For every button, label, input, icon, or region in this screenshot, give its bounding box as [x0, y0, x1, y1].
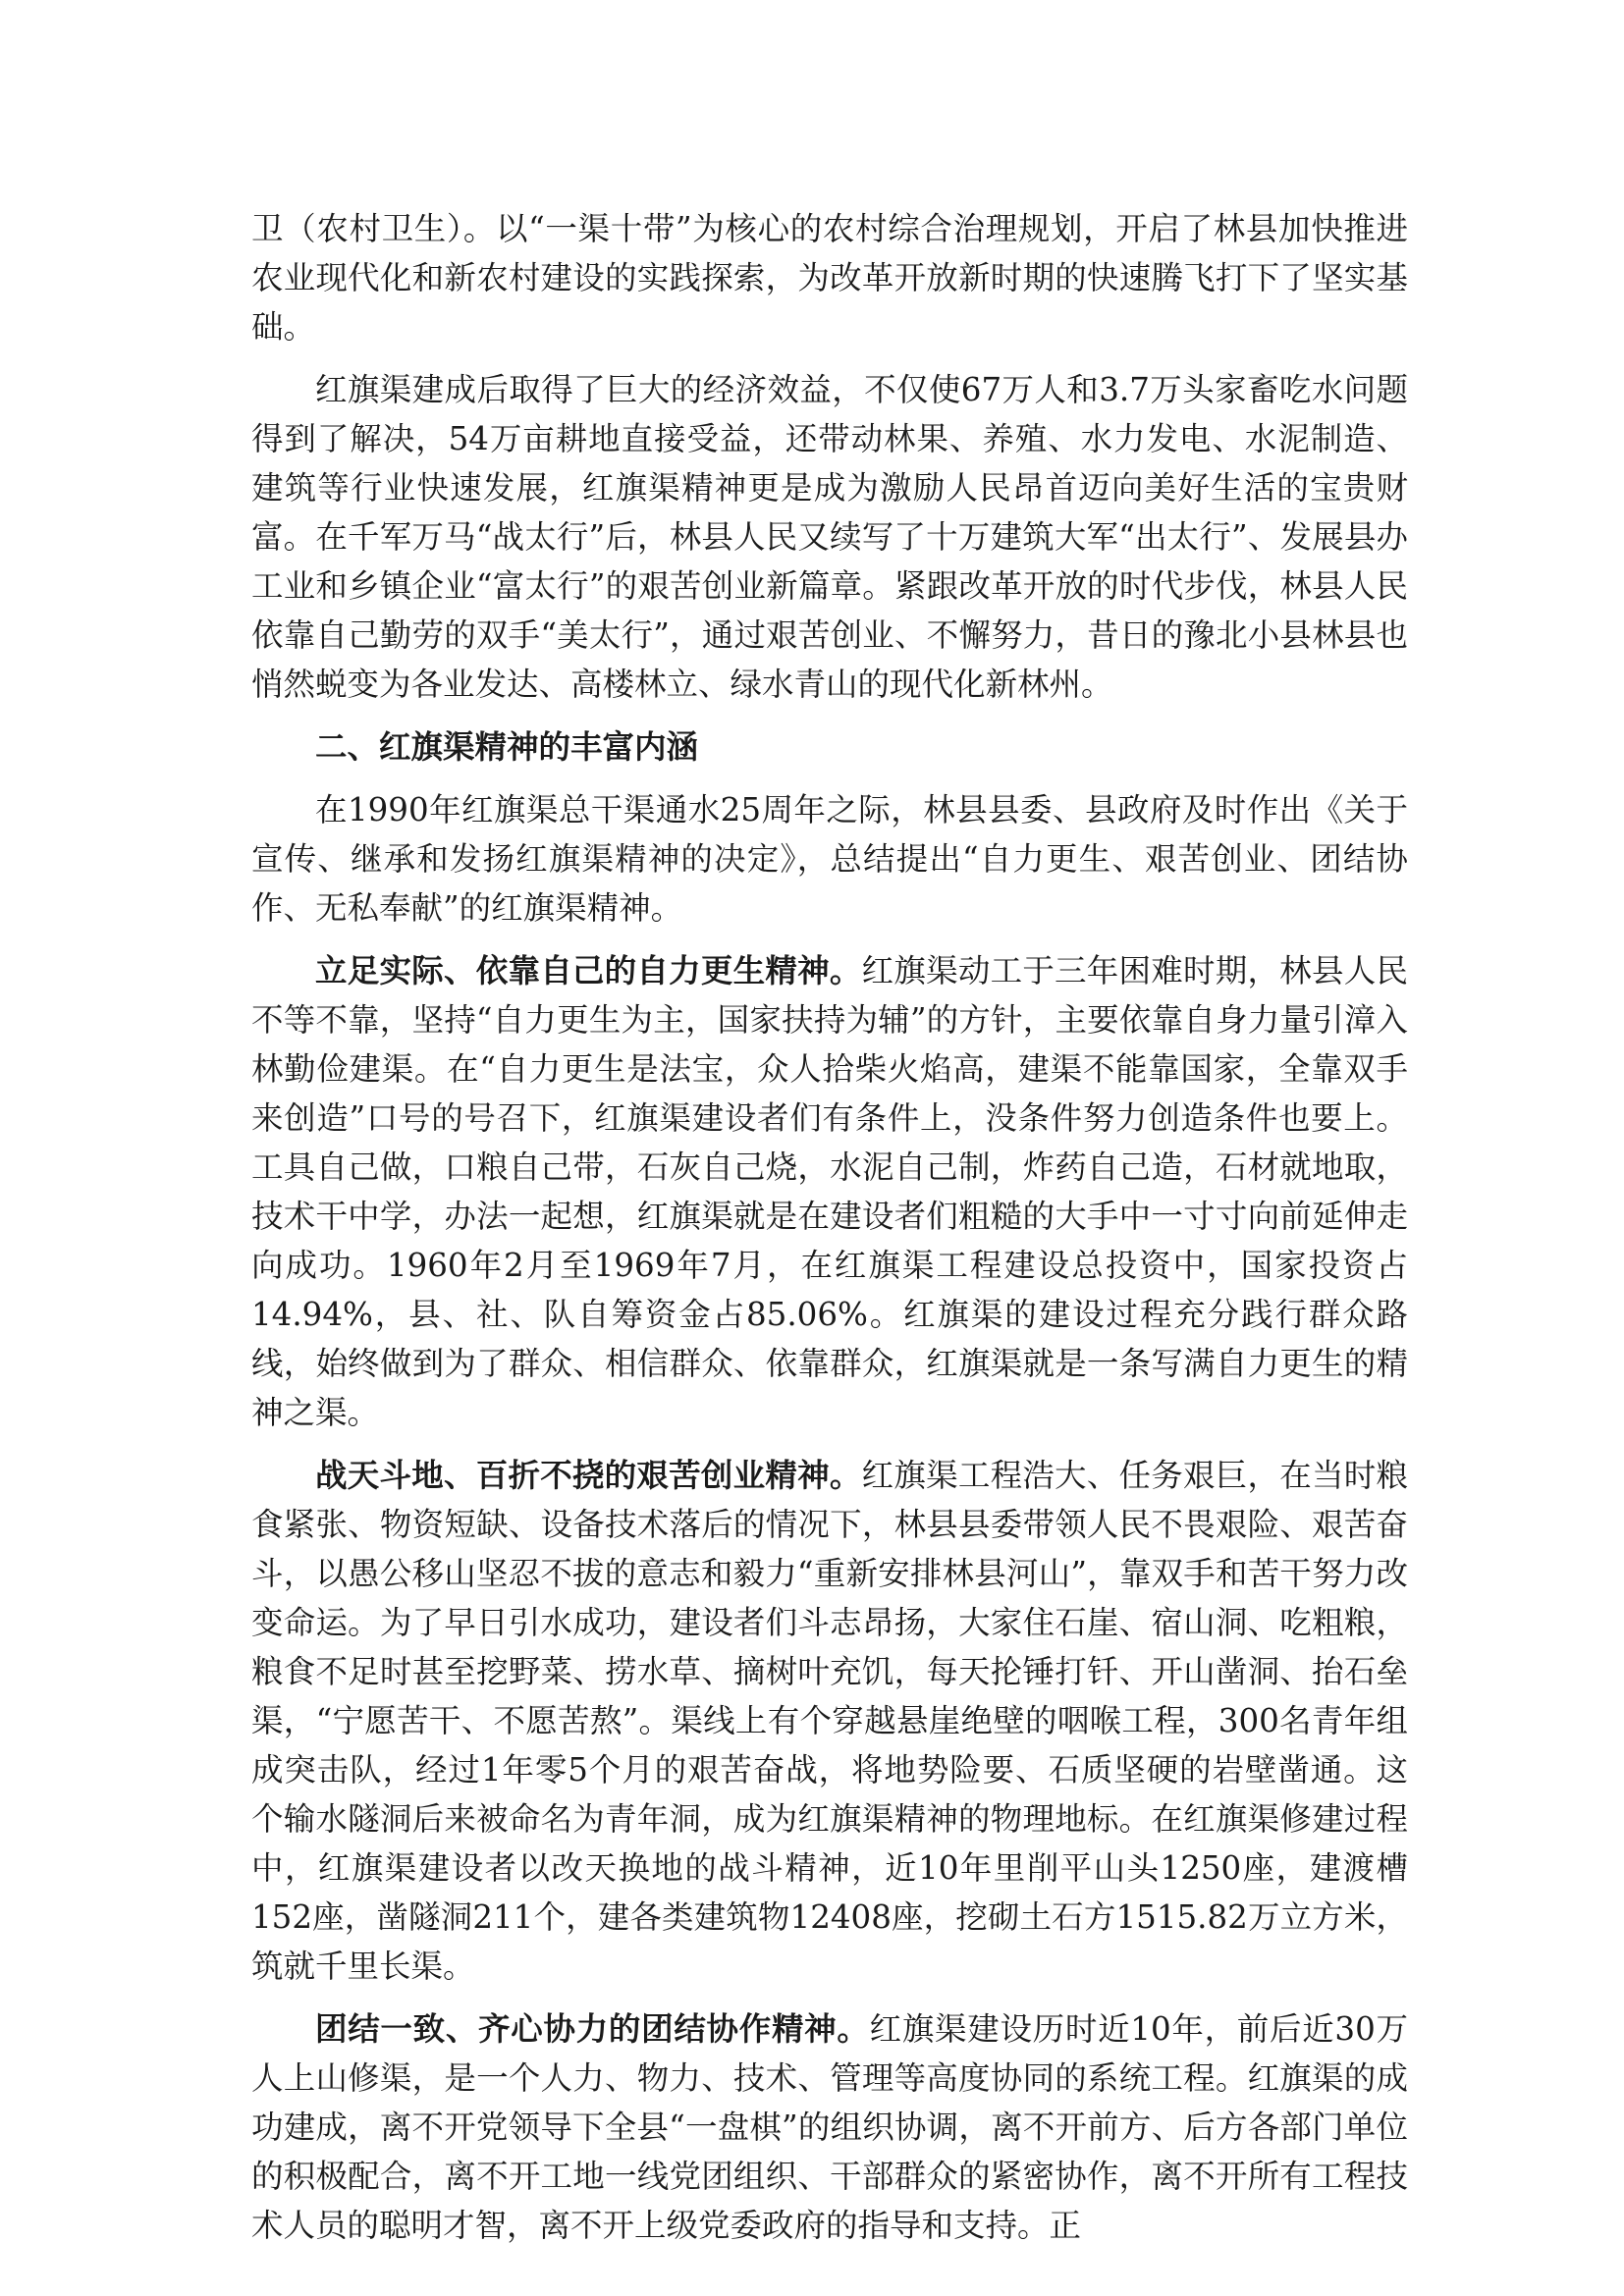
paragraph-body-text: 红旗渠建设历时近10年，前后近30万人上山修渠，是一个人力、物力、技术、管理等高度协同的系统工程。红旗渠的成功建成，离不开党领导下全县“一盘棋”的组织协调，离不开前方、后方各部门单位的积极配合，离不开工地一线党团组织、干部群众的紧密协作，离不开所有工程技术人员的聪明才智，离不开上级党委政府的指导和支持。正: [251, 2010, 1408, 2244]
paragraph-body-text: 红旗渠动工于三年困难时期，林县人民不等不靠，坚持“自力更生为主，国家扶持为辅”的方针，主要依靠自身力量引漳入林勤俭建渠。在“自力更生是法宝，众人拾柴火焰高，建渠不能靠国家，全靠双手来创造”口号的号召下，红旗渠建设者们有条件上，没条件努力创造条件也要上。工具自己做，口粮自己带，石灰自己烧，水泥自己制，炸药自己造，石材就地取，技术干中学，办法一起想，红旗渠就是在建设者们粗糙的大手中一寸寸向前延伸走向成功。1960年2月至1969年7月，在红旗渠工程建设总投资中，国家投资占14.94%，县、社、队自筹资金占85.06%。红旗渠的建设过程充分践行群众路线，始终做到为了群众、相信群众、依靠群众，红旗渠就是一条写满自力更生的精神之渠。: [251, 952, 1408, 1431]
section-heading: 二、红旗渠精神的丰富内涵: [315, 728, 699, 766]
lead-phrase-self-reliance: 立足实际、依靠自己的自力更生精神。: [315, 952, 862, 989]
paragraph-hard-work: [251, 1451, 1408, 1991]
paragraph-continuation: 卫（农村卫生）。以“一渠十带”为核心的农村综合治理规划，开启了林县加快推进农业现代化和新农村建设的实践探索，为改革开放新时期的快速腾飞打下了坚实基础。: [251, 210, 1408, 346]
paragraph-body-text: 红旗渠工程浩大、任务艰巨，在当时粮食紧张、物资短缺、设备技术落后的情况下，林县县委带领人民不畏艰险、艰苦奋斗，以愚公移山坚忍不拔的意志和毅力“重新安排林县河山”，靠双手和苦干努力改变命运。为了早日引水成功，建设者们斗志昂扬，大家住石崖、宿山洞、吃粗粮，粮食不足时甚至挖野菜、捞水草、摘树叶充饥，每天抡锤打钎、开山凿洞、抬石垒渠，“宁愿苦干、不愿苦熬”。渠线上有个穿越悬崖绝壁的咽喉工程，300名青年组成突击队，经过1年零5个月的艰苦奋战，将地势险要、石质坚硬的岩壁凿通。这个输水隧洞后来被命名为青年洞，成为红旗渠精神的物理地标。在红旗渠修建过程中，红旗渠建设者以改天换地的战斗精神，近10年里削平山头1250座，建渡槽152座，凿隧洞211个，建各类建筑物12408座，挖砌土石方1515.82万立方米，筑就千里长渠。: [251, 1457, 1408, 1985]
lead-phrase-unity: 团结一致、齐心协力的团结协作精神。: [315, 2010, 870, 2048]
paragraph-spirit-summary: 在1990年红旗渠总干渠通水25周年之际，林县县委、县政府及时作出《关于宣传、继承和发扬红旗渠精神的决定》，总结提出“自力更生、艰苦创业、团结协作、无私奉献”的红旗渠精神。: [251, 791, 1408, 927]
paragraph-self-reliance: [251, 946, 1408, 1437]
paragraph-unity: [251, 2004, 1408, 2250]
document-body: [251, 204, 1408, 2264]
lead-phrase-hard-work: 战天斗地、百折不挠的艰苦创业精神。: [315, 1457, 862, 1494]
paragraph-economic-benefits: 红旗渠建成后取得了巨大的经济效益，不仅使67万人和3.7万头家畜吃水问题得到了解决，54万亩耕地直接受益，还带动林果、养殖、水力发电、水泥制造、建筑等行业快速发展，红旗渠精神更是成为激励人民昂首迈向美好生活的宝贵财富。在千军万马“战太行”后，林县人民又续写了十万建筑大军“出太行”、发展县办工业和乡镇企业“富太行”的艰苦创业新篇章。紧跟改革开放的时代步伐，林县人民依靠自己勤劳的双手“美太行”，通过艰苦创业、不懈努力，昔日的豫北小县林县也悄然蜕变为各业发达、高楼林立、绿水青山的现代化新林州。: [251, 371, 1408, 703]
